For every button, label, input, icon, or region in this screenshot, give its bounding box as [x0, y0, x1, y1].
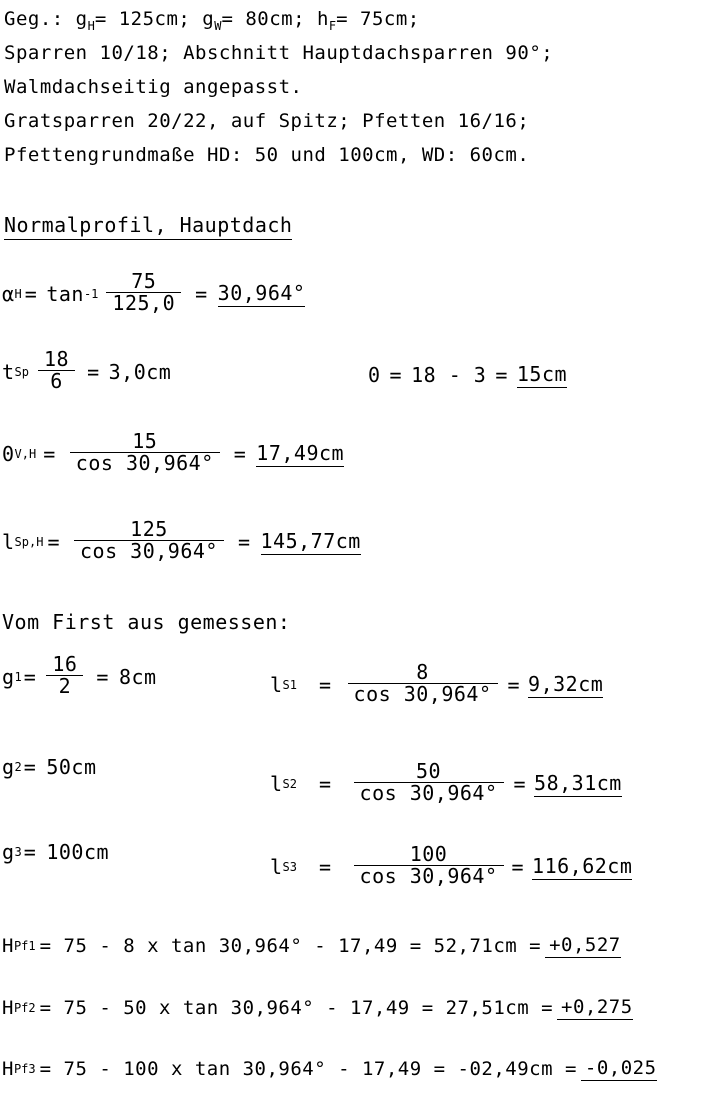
overhang-expression: 18 - 3 [411, 363, 487, 387]
alpha-numerator: 75 [131, 269, 157, 293]
lsph-numerator: 125 [130, 517, 168, 541]
g1-numerator: 16 [52, 652, 78, 676]
g2-equals: = [23, 755, 37, 779]
lsph-fraction [74, 519, 224, 562]
g2-symbol: g [2, 755, 15, 779]
ovh-subscript: V,H [14, 446, 37, 461]
lsph-formula [2, 517, 361, 563]
given-line-1-sub-h: H [87, 18, 95, 33]
ls1-equals-2: = [507, 672, 521, 697]
alpha-denominator: 125,0 [106, 292, 181, 314]
hpf3-result: -0,025 [581, 1057, 657, 1081]
ls1-subscript: S1 [282, 677, 297, 692]
ls3-formula [270, 842, 633, 888]
ls2-formula [270, 759, 622, 805]
hpf3-subscript: Pf3 [13, 1062, 36, 1076]
hpf2-result: +0,275 [557, 996, 633, 1020]
given-line-3: Walmdachseitig angepasst. [4, 76, 303, 98]
hpf2-symbol: H [2, 997, 14, 1019]
ls1-formula [270, 660, 604, 706]
tsp-numerator: 18 [44, 347, 70, 371]
ovh-numerator: 15 [132, 429, 158, 453]
given-line-2: Sparren 10/18; Abschnitt Hauptdachsparren 90°; [4, 42, 554, 64]
given-line-5: Pfettengrundmaße HD: 50 und 100cm, WD: 60cm. [4, 144, 530, 166]
hpf3-symbol: H [2, 1058, 14, 1080]
ls2-fraction [354, 761, 504, 804]
ovh-fraction [70, 431, 220, 474]
g3-symbol: g [2, 840, 15, 864]
g1-denominator: 2 [46, 675, 83, 697]
ovh-symbol: 0 [2, 441, 15, 466]
ls1-equals: = [319, 672, 332, 697]
g2-value: 50cm [46, 755, 97, 779]
ls2-numerator: 50 [415, 759, 442, 783]
alpha-equals: = [24, 281, 38, 306]
tsp-formula [2, 347, 172, 393]
hpf1-formula [2, 934, 621, 958]
lsph-equals: = [47, 529, 60, 554]
tsp-fraction [38, 349, 75, 392]
ls3-result: 116,62cm [532, 853, 633, 878]
ls3-fraction [354, 844, 504, 887]
ovh-result: 17,49cm [256, 440, 345, 465]
alpha-result: 30,964° [217, 280, 306, 305]
given-line-1-c: = 80cm; h [221, 8, 329, 30]
ls1-result: 9,32cm [528, 671, 604, 696]
tsp-result: 3,0cm [108, 359, 172, 384]
lsph-result: 145,77cm [260, 528, 361, 553]
hpf1-result: +0,527 [545, 934, 621, 958]
hpf2-expression: = 75 - 50 x tan 30,964° - 17,49 = 27,51cm = [39, 997, 554, 1019]
overhang-result: 15cm [516, 362, 568, 386]
lsph-equals-2: = [237, 529, 251, 554]
alpha-formula [2, 269, 306, 315]
g3-value: 100cm [46, 840, 110, 864]
hpf1-expression: = 75 - 8 x tan 30,964° - 17,49 = 52,71cm = [39, 935, 542, 957]
tsp-equals: = [87, 359, 100, 384]
lsph-symbol: l [2, 529, 15, 554]
hpf2-subscript: Pf2 [13, 1001, 36, 1015]
g3-equals: = [23, 840, 37, 864]
g3-subscript: 3 [14, 845, 22, 859]
given-line-1-a: Geg.: g [4, 8, 88, 30]
section-title-normalprofil: Normalprofil, Hauptdach [4, 213, 292, 240]
alpha-subscript: H [14, 286, 22, 301]
ls3-symbol: l [270, 854, 283, 879]
ls3-denominator: cos 30,964° [354, 865, 504, 887]
ls3-equals-2: = [511, 854, 525, 879]
ls2-result: 58,31cm [534, 770, 622, 795]
ovh-equals-2: = [233, 441, 247, 466]
given-line-1-b: = 125cm; g [94, 8, 215, 30]
alpha-tan: tan [46, 281, 84, 306]
overhang-formula [368, 362, 567, 388]
ls2-symbol: l [270, 771, 283, 796]
tsp-subscript: Sp [14, 364, 29, 379]
g1-subscript: 1 [14, 669, 22, 684]
ls2-denominator: cos 30,964° [354, 782, 504, 804]
g3-formula [2, 840, 109, 864]
ls2-equals-2: = [513, 771, 527, 796]
g1-formula [2, 652, 157, 698]
g1-fraction [46, 654, 83, 697]
ls3-numerator: 100 [409, 842, 448, 866]
ls1-numerator: 8 [416, 660, 429, 684]
g1-result: 8cm [118, 664, 157, 689]
alpha-fraction [106, 271, 181, 314]
ls1-fraction [348, 662, 498, 705]
overhang-equals-2: = [495, 363, 508, 387]
ls3-equals: = [319, 854, 332, 879]
given-line-4: Gratsparren 20/22, auf Spitz; Pfetten 16/16; [4, 110, 530, 132]
overhang-equals: = [389, 363, 403, 387]
ls3-subscript: S3 [282, 859, 297, 874]
g1-equals: = [23, 664, 37, 689]
lsph-subscript: Sp,H [14, 534, 44, 549]
tsp-symbol: t [2, 359, 15, 384]
ls1-denominator: cos 30,964° [348, 683, 498, 705]
hpf3-expression: = 75 - 100 x tan 30,964° - 17,49 = -02,49cm = [39, 1058, 577, 1080]
given-line-1-d: = 75cm; [336, 8, 420, 30]
g1-equals-2: = [96, 664, 109, 689]
g1-symbol: g [2, 664, 15, 689]
tsp-denominator: 6 [38, 370, 75, 392]
hpf1-symbol: H [2, 935, 14, 957]
ovh-denominator: cos 30,964° [70, 452, 220, 474]
lsph-denominator: cos 30,964° [74, 540, 224, 562]
ls2-equals: = [319, 771, 332, 796]
g2-formula [2, 755, 97, 779]
ls1-symbol: l [270, 672, 283, 697]
given-line-1-sub-w: W [214, 18, 222, 33]
alpha-exponent: -1 [83, 286, 99, 301]
ls2-subscript: S2 [282, 776, 297, 791]
given-line-1-sub-f: F [328, 18, 337, 33]
hpf2-formula [2, 996, 633, 1020]
ovh-formula [2, 429, 345, 475]
g2-subscript: 2 [14, 760, 22, 774]
from-ridge-title: Vom First aus gemessen: [2, 610, 291, 634]
alpha-equals-2: = [195, 281, 208, 306]
hpf3-formula [2, 1057, 657, 1081]
ovh-equals: = [43, 441, 56, 466]
given-line-1 [4, 8, 420, 33]
overhang-label: 0 [368, 363, 381, 387]
hpf1-subscript: Pf1 [13, 939, 36, 953]
alpha-symbol: α [2, 281, 15, 306]
